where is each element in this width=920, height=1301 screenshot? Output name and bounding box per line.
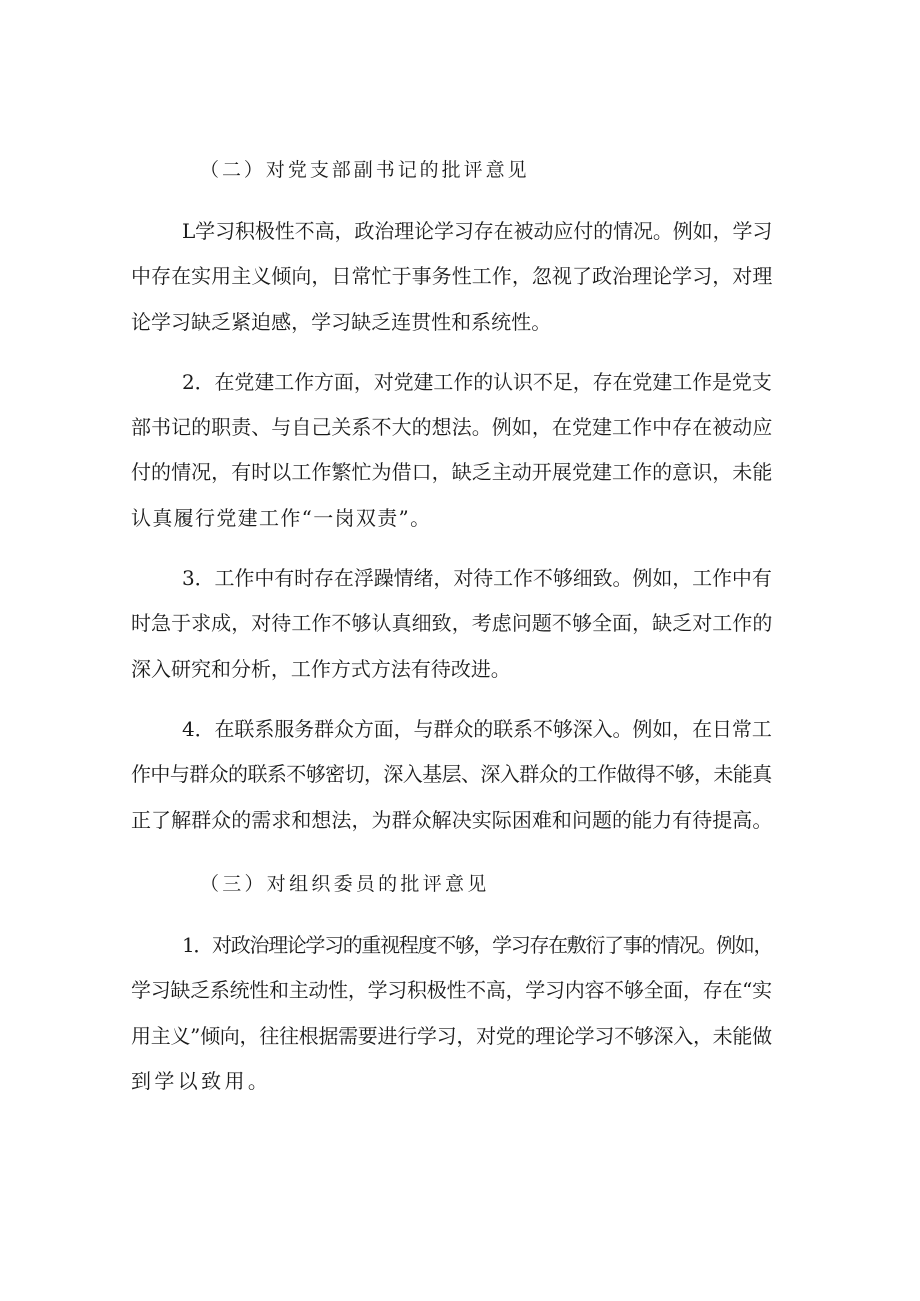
paragraph-line: 认真履行党建工作“一岗双责”。: [131, 506, 432, 530]
paragraph-line: 部书记的职责、与自己关系不大的想法。例如，在党建工作中存在被动应: [131, 415, 773, 439]
paragraph-line: 中存在实用主义倾向，日常忙于事务性工作，忽视了政治理论学习，对理: [131, 264, 773, 288]
paragraph-line: 付的情况，有时以工作繁忙为借口，缺乏主动开展党建工作的意识，未能: [131, 460, 773, 484]
paragraph-line: 论学习缺乏紧迫感，学习缺乏连贯性和系统性。: [131, 310, 552, 334]
paragraph-line: 到学以致用。: [131, 1069, 272, 1093]
paragraph-line: 学习缺乏系统性和主动性，学习积极性不高，学习内容不够全面，存在“实: [131, 978, 772, 1002]
paragraph-line: 作中与群众的联系不够密切，深入基层、深入群众的工作做得不够，未能真: [131, 762, 772, 786]
paragraph-line: 2．在党建工作方面，对党建工作的认识不足，存在党建工作是党支: [182, 370, 772, 394]
paragraph-line: 深入研究和分析，工作方式方法有待改进。: [131, 657, 511, 681]
paragraph-line: L学习积极性不高，政治理论学习存在被动应付的情况。例如，学习: [182, 219, 773, 243]
paragraph-line: 时急于求成，对待工作不够认真细致，考虑问题不够全面，缺乏对工作的: [131, 611, 773, 635]
paragraph-line: 3．工作中有时存在浮躁情绪，对待工作不够细致。例如，工作中有: [182, 566, 772, 590]
paragraph-line: 正了解群众的需求和想法，为群众解决实际困难和问题的能力有待提高。: [131, 808, 773, 832]
section-heading-organization-member: （三）对组织委员的批评意见: [200, 873, 490, 895]
paragraph-line: 用主义”倾向，往往根据需要进行学习，对党的理论学习不够深入，未能做: [131, 1024, 772, 1048]
paragraph-line: 4．在联系服务群众方面，与群众的联系不够深入。例如，在日常工: [182, 717, 772, 741]
section-heading-deputy-secretary: （二）对党支部副书记的批评意见: [200, 159, 530, 181]
paragraph-line: 1．对政治理论学习的重视程度不够，学习存在敷衍了事的情况。例如，: [182, 933, 773, 957]
